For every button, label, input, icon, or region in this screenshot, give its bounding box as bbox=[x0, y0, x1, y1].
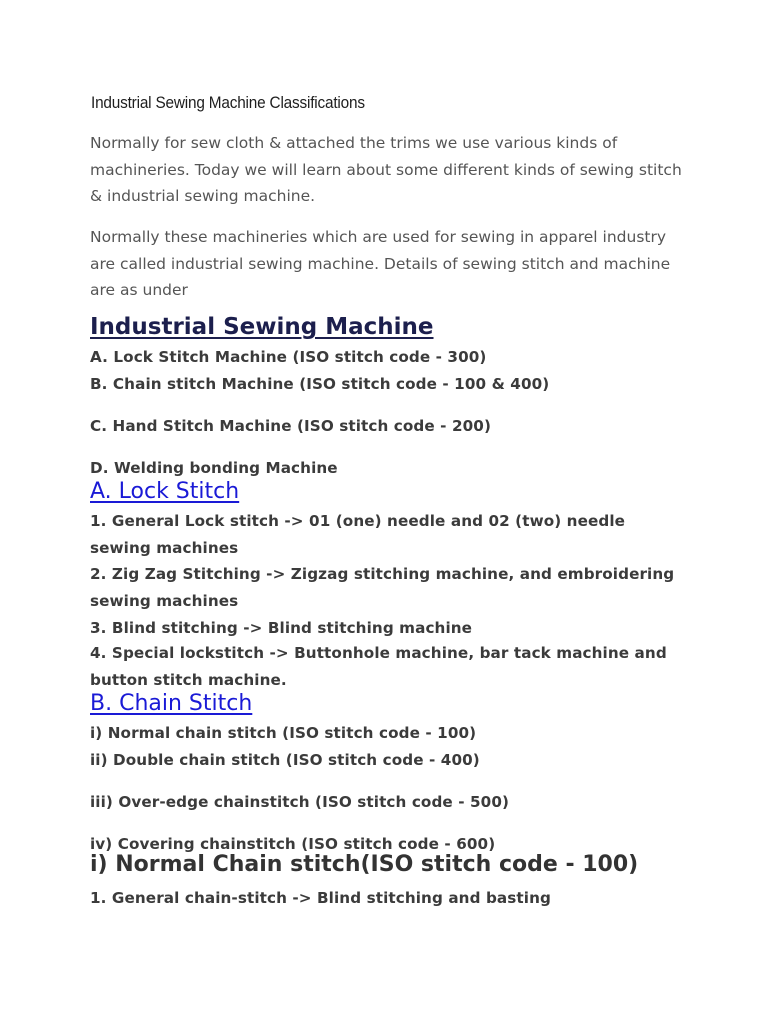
lock-stitch-heading-link[interactable]: A. Lock Stitch bbox=[90, 479, 240, 504]
lock-stitch-item: 3. Blind stitching -> Blind stitching machine bbox=[90, 619, 473, 637]
lock-stitch-item: 2. Zig Zag Stitching -> Zigzag stitching machine, and embroidering sewing machines bbox=[90, 565, 675, 610]
chain-stitch-item: ii) Double chain stitch (ISO stitch code - 400) bbox=[90, 751, 480, 769]
chain-stitch-heading-link[interactable]: B. Chain Stitch bbox=[90, 691, 253, 716]
machine-list-item: B. Chain stitch Machine (ISO stitch code - 100 & 400) bbox=[90, 375, 550, 393]
chain-stitch-item: iv) Covering chainstitch (ISO stitch code - 600) bbox=[90, 835, 496, 853]
intro-paragraph: Normally for sew cloth & attached the trims we use various kinds of machineries. Today we will learn about some different kinds of sewing stitch & industrial sewing machine. bbox=[90, 134, 682, 205]
lock-stitch-item: 4. Special lockstitch -> Buttonhole machine, bar tack machine and button stitch machine. bbox=[90, 644, 667, 689]
machinery-paragraph: Normally these machineries which are used for sewing in apparel industry are called industrial sewing machine. Details of sewing stitch and machine are as under bbox=[90, 228, 671, 299]
chain-stitch-item: iii) Over-edge chainstitch (ISO stitch code - 500) bbox=[90, 793, 510, 811]
machine-list-item: C. Hand Stitch Machine (ISO stitch code - 200) bbox=[90, 417, 492, 435]
document-title: Industrial Sewing Machine Classifications bbox=[91, 94, 365, 112]
normal-chain-stitch-heading: i) Normal Chain stitch(ISO stitch code - 100) bbox=[90, 852, 639, 877]
industrial-sewing-machine-heading: Industrial Sewing Machine bbox=[90, 314, 434, 340]
machine-list-item: A. Lock Stitch Machine (ISO stitch code - 300) bbox=[90, 348, 487, 366]
lock-stitch-item: 1. General Lock stitch -> 01 (one) needle and 02 (two) needle sewing machines bbox=[90, 512, 626, 557]
chain-stitch-item: i) Normal chain stitch (ISO stitch code - 100) bbox=[90, 724, 477, 742]
machine-list-item: D. Welding bonding Machine bbox=[90, 459, 338, 477]
normal-chain-stitch-item: 1. General chain-stitch -> Blind stitching and basting bbox=[90, 889, 551, 907]
